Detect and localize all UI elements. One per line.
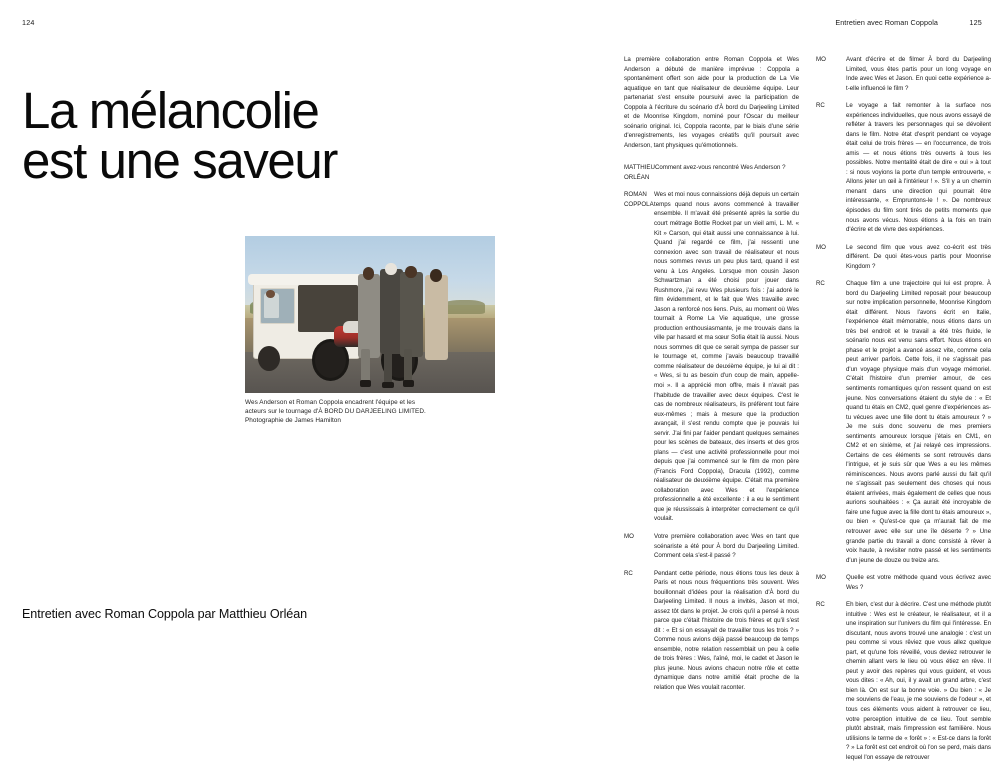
folio-left: 124 (22, 18, 35, 27)
title-line-2: est une saveur (22, 132, 337, 190)
speaker-label: RC (816, 102, 825, 110)
photo-figure (245, 236, 495, 425)
speaker-label: RC (816, 601, 825, 609)
production-photograph (245, 236, 495, 393)
qa-text: Eh bien, c'est dur à décrire. C'est une méthode plutôt intuitive : Wes est le créateur, le réalisateur, et il a une inspiration sur l'univers du film qui l'intéresse. En discutant, nous avons trouvé une analogie : c'est un peu comme si vous rêviez que vous allez quelque part, et qu'une fois réveillé, vous deviez retrouver le chemin allant vers le lieu où vous étiez en rêve. Il peut y avoir des repères qui vous guident, et vous vous dites : « Ah, oui, il y avait un grand arbre, c'est bien là. On est sur la bonne voie. » Ou bien : « Je me souviens de l'eau, je me souviens de l'odeur », et tous ces éléments vous aident à retrouver ce lieu, votre perception intuitive de ce lieu. Tout semble plutôt abstrait, mais l'impression est familière. Nous utilisions le terme de « forêt » : « Est-ce dans la forêt ? » La forêt est cet endroit où l'on se perd, mais dans lequel l'on essaye de retrouver (846, 601, 991, 761)
article-intro: La première collaboration entre Roman Coppola et Wes Anderson a débuté de manière imprévue : Coppola a spontanément offert son aide pour la production de La Vie aquatique en tant que réalisateur de deuxième équipe. Leur partenariat s'est ensuite poursuivi avec la participation de Coppola à l'écriture du scénario d'À bord du Darjeeling Limited et de Moonrise Kingdom, nominé pour l'Oscar du meilleur scénario original. Ici, Coppola raconte, par le biais d'une série d'enregistrements, les voyages créatifs qu'il poursuit avec Anderson, tant physiques qu'émotionnels. (624, 56, 799, 149)
qa-item (816, 600, 991, 762)
qa-text: Chaque film a une trajectoire qui lui est propre. À bord du Darjeeling Limited reposait pour beaucoup sur notre implication personnelle, Moonrise Kingdom était différent. Nous l'avons écrit en Italie, l'expérience était mémorable, nous étions dans un très bel endroit et le travail a été très fluide, le scénario nous est venu sans effort. Nous étions en phase et le projet a avancé assez vite, comme cela peut arriver parfois. Cette fois, il ne s'agissait pas d'un voyage physique mais d'un voyage mémoriel. C'était l'histoire d'un premier amour, de ces sentiments romantiques qu'on ressent quand on est jeune. Nos conversations étaient du style de : « Et quand tu étais en CM2, quel genre d'expériences as-tu vécues avec une fille dont tu étais amoureux ? » Je me suis donc souvenu de mes premiers sentiments amoureux lorsque j'étais en CM1, en CM2 et en sixième, et j'ai relayé ces impressions. Certains de ces éléments se sont retrouvés dans l'intrigue, et je suis sûr que Wes a eu les mêmes réminiscences. Nous avons parlé aussi du fait qu'il ne s'agissait pas seulement des choses qui nous étaient arrivées, mais également de celles que nous aurions souhaitées : « Ça aurait été incroyable de faire une fugue avec la fille dont tu étais amoureux », ou bien « Qu'est-ce que ça m'aurait fait de me retrouver avec elle sur une île déserte ? » Une grande partie du travail a donc consisté à rêver à voix haute, à revisiter notre passé et les sentiments d'un jeune de douze ou treize ans. (846, 280, 991, 564)
qa-text: Quelle est votre méthode quand vous écrivez avec Wes ? (846, 574, 991, 591)
left-page (0, 0, 502, 645)
photo-rider-4 (425, 275, 448, 360)
column-1 (624, 55, 799, 691)
running-head: Entretien avec Roman Coppola (835, 18, 938, 27)
photo-rider-2-head (385, 263, 397, 276)
folio-right: 125 (969, 18, 982, 27)
qa-text: Votre première collaboration avec Wes en tant que scénariste a été pour À bord du Darjeeling Limited. Comment cela s'est-il passé ? (654, 532, 799, 560)
photo-rider-3-head (405, 266, 417, 279)
photo-rider-2-leg (384, 351, 393, 386)
speaker-label: MO (816, 56, 826, 63)
photo-rider-2-shoe (382, 382, 394, 388)
qa-item (816, 243, 991, 272)
photo-rider-1 (358, 274, 381, 359)
speaker-label: ROMAN COPPOLA (624, 191, 654, 208)
photo-rider-4-head (430, 269, 442, 282)
qa-text: Wes et moi nous connaissions déjà depuis un certain temps quand nous avons commencé à travailler ensemble. Il m'avait été présenté après la sortie du court métrage Bottle Rocket par un vieil ami, L. M. « Kit » Carson, qui était aussi une connaissance à lui. Quand j'ai regardé ce film, j'ai ressenti une connexion avec son travail de réalisateur et nous nous sommes revus un peu plus tard, quand il est venu à Los Angeles. Lorsque mon cousin Jason Schwartzman a été choisi pour jouer dans Rushmore, j'ai revu Wes plusieurs fois : j'ai adoré le film évidemment, et le fait que Wes travaille avec Jason a renforcé nos liens. Puis, au moment où Wes tournait à Rome La Vie aquatique, une grosse production enthousiasmante, je me trouvais dans la ville par hasard et ma sœur Sofia était là aussi. Nous nous sommes dit que ce serait sympa de passer sur le tournage et, comme j'avais beaucoup travaillé comme réalisateur de deuxième équipe, je lui ai dit : « Wes, si tu as besoin d'un coup de main, appelle-moi ». Il a apprécié mon offre, mais il n'avait pas l'habitude de travailler avec deux équipes. C'est le cas de nombreux réalisateurs, ils préfèrent tout faire eux-mêmes ; mais à mesure que la production avançait, il s'est rendu compte que je pouvais lui servir. J'ai fini par l'aider pendant quelques semaines pour les scènes de bateaux, des inserts et des gros plans — c'est une activité professionnelle pour moi depuis que j'ai commencé sur le film de mon père (Francis Ford Coppola), Dracula (1992), comme réalisateur de deuxième équipe. C'était ma première collaboration avec Wes et l'expérience professionnelle a été excellente : il a eu le sentiment que je réussissais à interpréter correctement ce qu'il voulait. (654, 191, 799, 523)
qa-text: Le voyage a fait remonter à la surface nos expériences individuelles, que nous avons essayé de refléter à travers les personnages qui se dévoilent dans le film. Notre état d'esprit pendant ce voyage était celui de trois frères — en l'occurrence, de trois amis — et nous étions très ouverts à tous les possibles. Notre mentalité était de dire « oui » à tout : si nous voyions la porte d'un temple entrouverte, « Allons jeter un œil à l'intérieur ! ». S'il y a un chemin menant dans une direction qui pourrait être intéressante, « Empruntons-le ! ». De nombreux épisodes du film sont tirés de petits moments que nous avons vécus. Nous étions à la fois en train d'écrire et de vivre des expériences. (846, 102, 991, 234)
qa-item (624, 190, 799, 524)
page-title (22, 82, 442, 190)
photo-vehicle-roof (248, 274, 363, 285)
caption-line-3: Photographie de James Hamilton (245, 417, 341, 425)
caption-line-1: Wes Anderson et Roman Coppola encadrent l'équipe et les (245, 399, 416, 406)
qa-item (624, 163, 799, 182)
photo-vehicle-wheel-front (258, 346, 281, 371)
qa-item (624, 569, 799, 693)
footer-credit: Entretien avec Roman Coppola par Matthieu Orléan (22, 607, 308, 621)
qa-text: Le second film que vous avez co-écrit est très différent. De quoi êtes-vous partis pour Moonrise Kingdom ? (846, 243, 991, 270)
photo-rider-1-leg (361, 349, 370, 384)
qa-item (816, 573, 991, 592)
speaker-label: MATTHIEU ORLÉAN (624, 164, 655, 181)
photo-rider-3-leg (404, 349, 413, 384)
photo-caption (245, 398, 495, 425)
speaker-label: RC (624, 569, 633, 577)
caption-line-2: acteurs sur le tournage d'À BORD DU DARJEELING LIMITED. (245, 408, 426, 416)
right-page (502, 0, 1004, 761)
qa-text: Pendant cette période, nous étions tous les deux à Paris et nous nous fréquentions très souvent. Wes bouillonnait d'idées pour la réalisation d'À bord du Darjeeling Limited. Il nous a invités, Jason et moi, assez tôt dans le projet. Je crois qu'il a pensé à nous parce que c'était l'histoire de trois frères et qu'il s'est dit : « Et si on essayait de travailler tous les trois ? » Comme nous avions déjà passé beaucoup de temps ensemble, notre relation ressemblait un peu à celle de trois frères : Wes, l'aîné, moi, le cadet et Jason le plus jeune. Nous avions chacun notre rôle et cette dynamique dans notre amitié était proche de la relation que Wes voulait raconter. (654, 569, 799, 691)
photo-rider-1-head (363, 267, 375, 280)
title-line-1: La mélancolie (22, 82, 319, 140)
speaker-label: MO (816, 574, 826, 582)
qa-item (624, 532, 799, 561)
qa-item (816, 279, 991, 565)
speaker-label: RC (816, 280, 825, 288)
column-2 (816, 55, 991, 761)
qa-item (816, 101, 991, 234)
speaker-label: MO (816, 243, 826, 251)
qa-text: Avant d'écrire et de filmer À bord du Darjeeling Limited, vous êtes partis pour un long voyage en Inde avec Wes et Jason. En quoi cette expérience a-t-elle influencé le film ? (846, 56, 991, 92)
text-columns (624, 55, 992, 761)
speaker-label: MO (624, 532, 634, 540)
qa-text: Comment avez-vous rencontré Wes Anderson ? (654, 164, 786, 172)
photo-crew-member-head (266, 290, 275, 298)
photo-rider-3-shoe (403, 380, 415, 386)
photo-rider-1-shoe (360, 380, 372, 386)
photo-rider-3 (400, 272, 423, 357)
qa-item (816, 55, 991, 93)
